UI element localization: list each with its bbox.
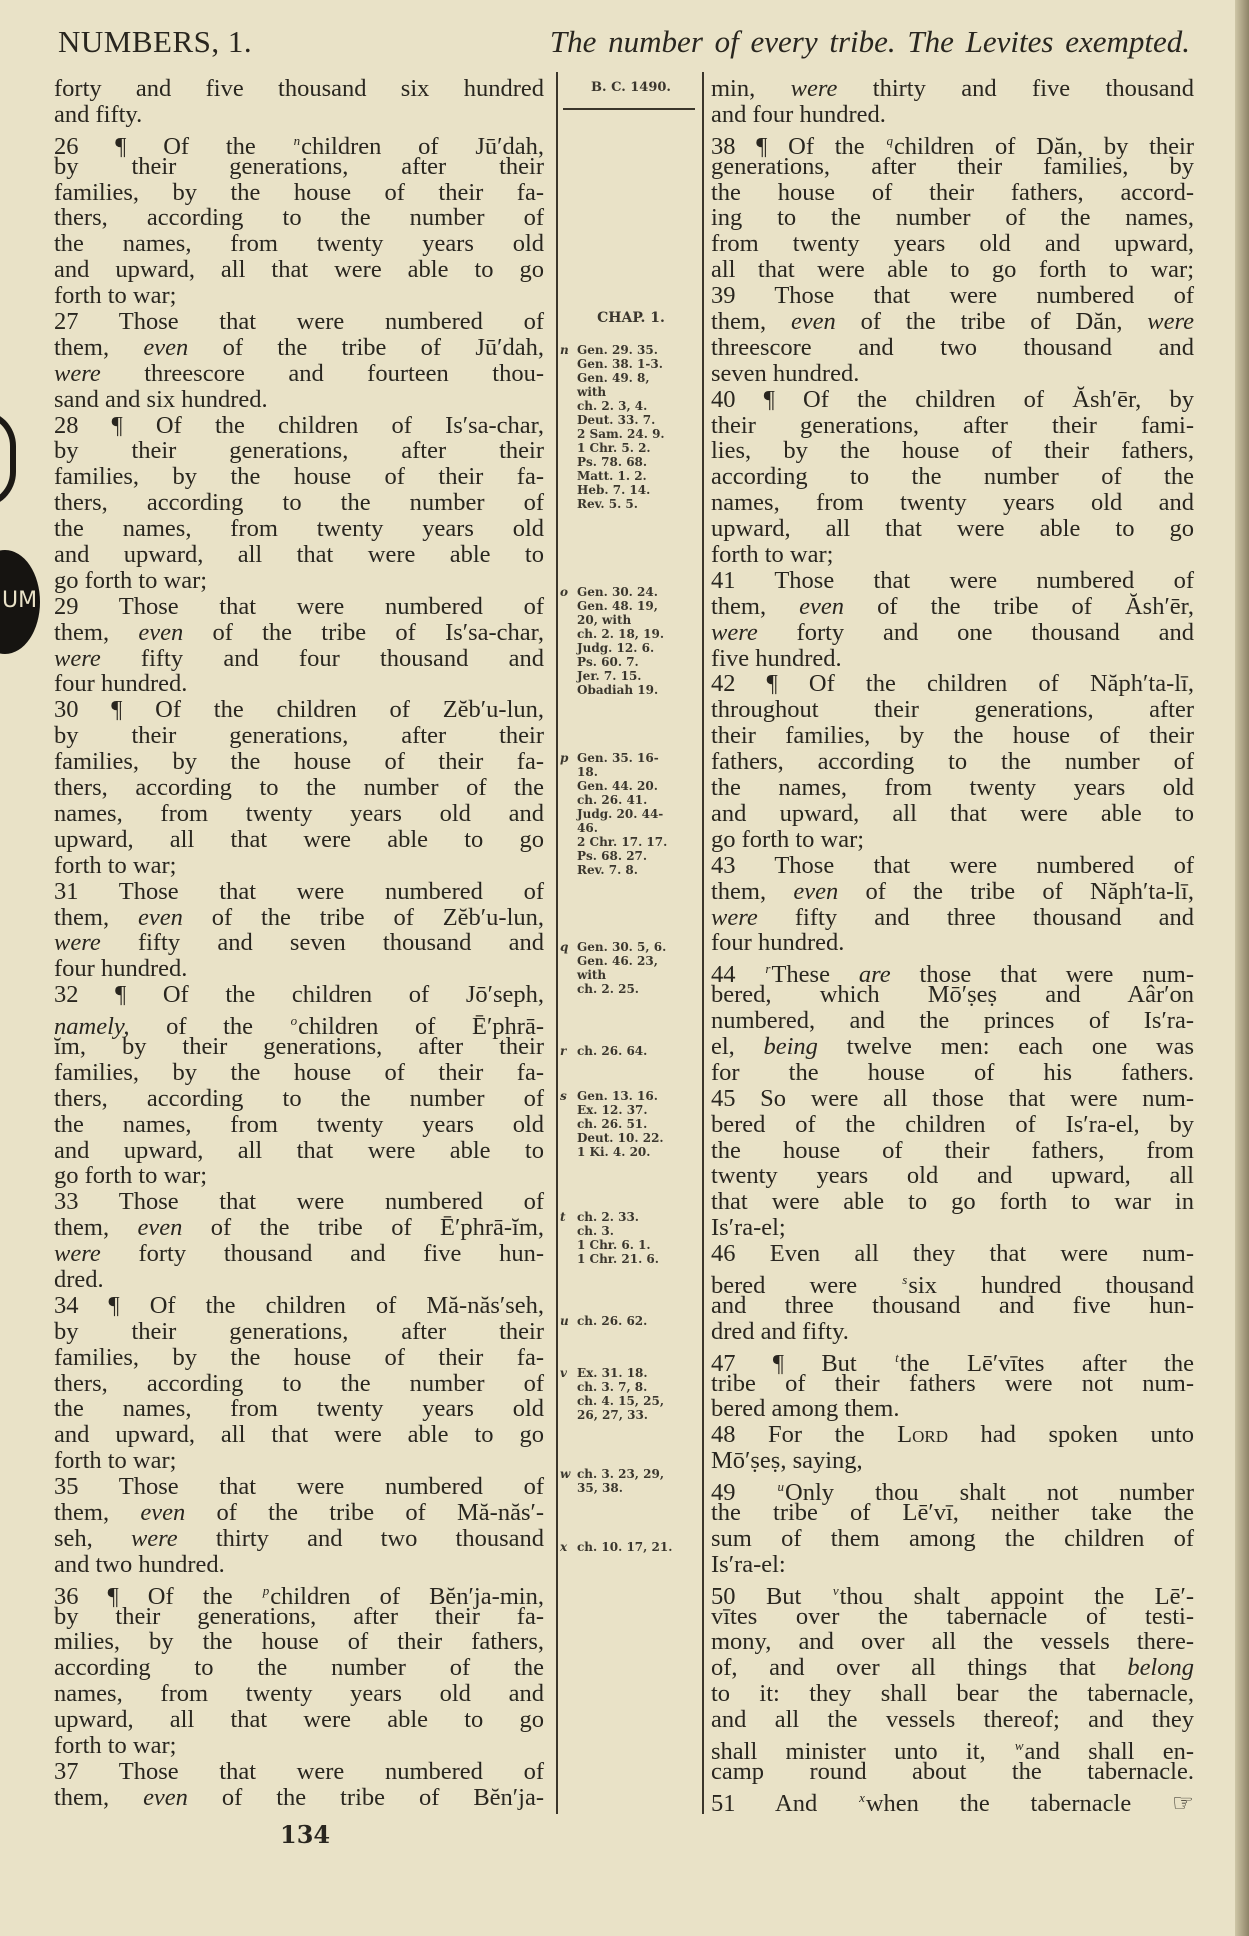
text-line: according to the number of the: [711, 463, 1194, 491]
reference-list: Gen. 13. 16. Ex. 12. 37. ch. 26. 51. Deut. 10. 22. 1 Ki. 4. 20.: [577, 1089, 664, 1159]
text-line: families, by the house of their fa-: [54, 1058, 544, 1086]
running-title: The number of every tribe. The Levites exempted.: [549, 24, 1190, 59]
thumb-index-tab: [0, 550, 40, 654]
text-line: 29 Those that were numbered of: [54, 592, 544, 620]
text-line: 36 ¶ Of the $^p$children of Bĕn′ja-min,: [54, 1582, 544, 1610]
text-line: 28 ¶ Of the children of Is′sa-char,: [54, 411, 544, 439]
text-line: 51 And $^x$when the tabernacle ☞: [711, 1789, 1195, 1817]
text-line: upward, all that were able to go: [54, 1706, 544, 1734]
reference-marker: x: [859, 1789, 865, 1805]
text-line: numbered, and the princes of Is′ra-: [711, 1007, 1194, 1035]
text-line: of, and over all things that belong: [711, 1654, 1194, 1682]
marginal-reference-group: [560, 1314, 700, 1328]
italic-text: belong: [1127, 1654, 1194, 1682]
column-divider-right: [702, 72, 704, 1814]
text-line: 39 Those that were numbered of: [711, 282, 1194, 310]
text-line: the names, from twenty years old: [54, 1110, 544, 1138]
text-line: four hundred.: [54, 955, 188, 983]
text-line: were fifty and seven thousand and: [54, 929, 544, 957]
marginal-reference-group: [560, 1089, 700, 1159]
text-line: seven hundred.: [711, 359, 860, 387]
reference-marker: r: [765, 961, 771, 977]
text-line: lies, by the house of their fathers,: [711, 437, 1194, 465]
text-line: forth to war;: [711, 541, 834, 569]
reference-list: ch. 2. 33. ch. 3. 1 Chr. 6. 1. 1 Chr. 21. 6.: [577, 1210, 659, 1266]
text-line: were threescore and fourteen thou-: [54, 359, 544, 387]
page-number: 134: [280, 1820, 331, 1849]
marginal-reference-group: [560, 343, 700, 511]
small-caps-text: Lord: [897, 1421, 948, 1449]
text-line: shall minister unto it, $^w$and shall en-: [711, 1738, 1194, 1765]
reference-list: Gen. 30. 24. Gen. 48. 19, 20, with ch. 2. 18, 19. Judg. 12. 6. Ps. 60. 7. Jer. 7. 15. Obadiah 19.: [577, 585, 665, 697]
text-line: twenty years old and upward, all: [711, 1162, 1194, 1190]
text-line: forth to war;: [54, 282, 177, 310]
italic-text: even: [143, 333, 189, 361]
reference-marker: v: [832, 1582, 839, 1598]
text-line: by their generations, after their: [54, 1317, 544, 1345]
text-line: sand and six hundred.: [54, 385, 268, 413]
marginal-reference-group: [560, 585, 700, 697]
text-line: names, from twenty years old and: [54, 799, 544, 827]
reference-list: Gen. 30. 5, 6. Gen. 46. 23, with ch. 2. 25.: [577, 940, 667, 996]
reference-letter: t: [560, 1210, 566, 1224]
date-label: B. C. 1490.: [591, 80, 671, 95]
reference-letter: s: [560, 1089, 567, 1103]
text-line: by their generations, after their: [54, 722, 544, 750]
text-line: the names, from twenty years old: [54, 1395, 544, 1423]
text-line: 34 ¶ Of the children of Mă-năs′seh,: [54, 1291, 544, 1319]
reference-marker: n: [293, 132, 301, 148]
text-line: upward, all that were able to go: [711, 515, 1194, 543]
text-line: from twenty years old and upward,: [711, 230, 1194, 258]
text-line: and three thousand and five hun-: [711, 1291, 1194, 1319]
text-line: the house of their fathers, accord-: [711, 178, 1194, 206]
text-line: bered among them.: [711, 1395, 900, 1423]
italic-text: were: [711, 618, 758, 646]
italic-text: even: [790, 308, 836, 336]
italic-text: even: [138, 618, 184, 646]
text-line: forth to war;: [54, 1732, 177, 1759]
text-line: forty and five thousand six hundred: [54, 75, 544, 102]
text-line: and four hundred.: [711, 100, 886, 128]
text-line: 44 $^r$These are those that were num-: [711, 961, 1194, 989]
text-line: tribe of their fathers were not num-: [711, 1369, 1194, 1397]
text-line: 38 ¶ Of the $^q$children of Dăn, by their: [711, 132, 1194, 160]
text-line: according to the number of the: [54, 1654, 544, 1682]
text-line: their generations, after their fami-: [711, 411, 1194, 439]
reference-letter: p: [560, 751, 569, 765]
italic-text: were: [54, 929, 101, 957]
chapter-label: CHAP. 1.: [597, 310, 665, 326]
reference-letter: q: [560, 940, 569, 954]
text-line: were forty and one thousand and: [711, 618, 1194, 646]
text-line: families, by the house of their fa-: [54, 463, 544, 491]
text-line: their families, by the house of their: [711, 722, 1194, 750]
reference-marker: p: [262, 1582, 270, 1598]
text-line: names, from twenty years old and: [711, 489, 1194, 517]
text-line: thers, according to the number of: [54, 204, 544, 232]
italic-text: being: [763, 1032, 818, 1060]
text-line: the tribe of Lē′vī, neither take the: [711, 1498, 1194, 1526]
text-line: seh, were thirty and two thousand: [54, 1524, 544, 1552]
text-line: go forth to war;: [54, 1162, 208, 1190]
thumb-tab-label: UM: [2, 588, 38, 613]
text-line: by their generations, after their: [54, 152, 544, 180]
reference-list: ch. 26. 64.: [577, 1044, 648, 1058]
text-line: 50 But $^v$thou shalt appoint the Lē′-: [711, 1582, 1195, 1610]
text-line: by their generations, after their: [54, 437, 544, 465]
italic-text: even: [137, 1214, 183, 1242]
text-line: bered of the children of Is′ra-el, by: [711, 1110, 1194, 1138]
text-line: ing to the number of the names,: [711, 204, 1194, 232]
text-line: generations, after their families, by: [711, 152, 1194, 180]
text-line: dred and fifty.: [711, 1317, 849, 1345]
reference-letter: u: [560, 1314, 569, 1328]
right-text-column: [711, 75, 1195, 1817]
text-line: min, were thirty and five thousand: [711, 75, 1194, 102]
reference-marker: q: [886, 132, 893, 148]
text-line: for the house of his fathers.: [711, 1058, 1194, 1086]
text-line: 42 ¶ Of the children of Năph′ta-lī,: [711, 670, 1194, 698]
text-line: throughout their generations, after: [711, 696, 1194, 724]
text-line: 49 $^u$Only thou shalt not number: [711, 1479, 1195, 1507]
text-line: 35 Those that were numbered of: [54, 1473, 544, 1501]
text-line: four hundred.: [54, 670, 188, 698]
text-line: them, even of the tribe of Mă-năs′-: [54, 1498, 544, 1526]
page-edge: [1235, 0, 1249, 1936]
text-line: 26 ¶ Of the $^n$children of Jū′dah,: [54, 132, 544, 160]
italic-text: even: [140, 1498, 186, 1526]
italic-text: namely,: [54, 1013, 130, 1041]
reference-letter: n: [560, 343, 569, 357]
reference-letter: r: [560, 1044, 567, 1058]
text-line: thers, according to the number of: [54, 1084, 544, 1112]
text-line: threescore and two thousand and: [711, 333, 1194, 361]
text-line: go forth to war;: [54, 566, 208, 594]
reference-marker: u: [777, 1479, 785, 1495]
italic-text: even: [799, 592, 845, 620]
text-line: the names, from twenty years old: [54, 515, 544, 543]
italic-text: were: [711, 903, 758, 931]
text-line: that were able to go forth to war in: [711, 1188, 1194, 1216]
text-line: families, by the house of their fa-: [54, 1343, 544, 1371]
italic-text: are: [858, 961, 891, 989]
text-line: by their generations, after their fa-: [54, 1602, 544, 1630]
text-line: them, even of the tribe of Ē′phrā-ĭm,: [54, 1214, 544, 1242]
text-line: 37 Those that were numbered of: [54, 1757, 544, 1785]
text-line: go forth to war;: [711, 825, 865, 853]
italic-text: were: [1147, 308, 1194, 336]
text-line: bered, which Mō′ṣeṣ and Aâr′on: [711, 981, 1194, 1009]
text-line: them, even of the tribe of Zĕb′u-lun,: [54, 903, 544, 931]
text-line: families, by the house of their fa-: [54, 748, 544, 776]
book-chapter-title: NUMBERS, 1.: [58, 24, 253, 59]
text-line: and two hundred.: [54, 1550, 225, 1578]
marginal-reference-group: [560, 1540, 700, 1554]
text-line: dred.: [54, 1265, 104, 1293]
text-line: the house of their fathers, from: [711, 1136, 1194, 1164]
text-line: four hundred.: [711, 929, 845, 957]
marginal-reference-group: [560, 1366, 700, 1422]
text-line: and upward, all that were able to: [54, 1136, 544, 1164]
text-line: were forty thousand and five hun-: [54, 1240, 544, 1268]
reference-letter: w: [560, 1467, 571, 1481]
text-line: them, even of the tribe of Năph′ta-lī,: [711, 877, 1194, 905]
text-line: and fifty.: [54, 100, 143, 128]
text-line: mony, and over all the vessels there-: [711, 1628, 1194, 1656]
text-line: were fifty and three thousand and: [711, 903, 1194, 931]
text-line: the names, from twenty years old: [711, 774, 1194, 802]
text-line: thers, according to the number of: [54, 1369, 544, 1397]
reference-list: ch. 3. 23, 29, 35, 38.: [577, 1467, 665, 1495]
text-line: and upward, all that were able to: [54, 541, 544, 569]
text-line: 47 ¶ But $^t$the Lē′vītes after the: [711, 1349, 1194, 1377]
text-line: 43 Those that were numbered of: [711, 851, 1194, 879]
text-line: 46 Even all they that were num-: [711, 1240, 1194, 1268]
reference-list: Gen. 35. 16- 18. Gen. 44. 20. ch. 26. 41. Judg. 20. 44- 46. 2 Chr. 17. 17. Ps. 68. 27. Rev. 7. 8.: [577, 751, 668, 877]
text-line: upward, all that were able to go: [54, 825, 544, 853]
text-line: camp round about the tabernacle.: [711, 1757, 1194, 1785]
text-line: 32 ¶ Of the children of Jō′seph,: [54, 981, 544, 1009]
text-line: and upward, all that were able to go: [54, 1421, 544, 1449]
text-line: 30 ¶ Of the children of Zĕb′u-lun,: [54, 696, 544, 724]
reference-marker: t: [895, 1349, 899, 1365]
reference-letter: v: [560, 1366, 567, 1380]
text-line: 48 For the Lord had spoken unto: [711, 1421, 1195, 1449]
text-line: names, from twenty years old and: [54, 1680, 544, 1708]
reference-marker: w: [1014, 1738, 1024, 1753]
text-line: 40 ¶ Of the children of Ăsh′ēr, by: [711, 385, 1194, 413]
italic-text: were: [54, 1240, 101, 1268]
text-line: them, even of the tribe of Ăsh′ēr,: [711, 592, 1194, 620]
text-line: bered were $^s$six hundred thousand: [711, 1271, 1194, 1299]
italic-text: even: [793, 877, 839, 905]
text-line: 45 So were all those that were num-: [711, 1084, 1194, 1112]
text-line: families, by the house of their fa-: [54, 178, 544, 206]
text-line: vītes over the tabernacle of testi-: [711, 1602, 1194, 1630]
text-line: to it: they shall bear the tabernacle,: [711, 1680, 1194, 1708]
text-line: forth to war;: [54, 851, 177, 879]
marginal-reference-group: [560, 1210, 700, 1266]
reference-letter: x: [560, 1540, 568, 1554]
running-header: [58, 22, 1190, 66]
text-line: Mō′ṣeṣ, saying,: [711, 1447, 863, 1475]
text-line: and all the vessels thereof; and they: [711, 1706, 1194, 1734]
text-line: them, even of the tribe of Bĕn′ja-: [54, 1783, 544, 1811]
italic-text: were: [130, 1524, 178, 1552]
text-line: were fifty and four thousand and: [54, 644, 544, 672]
text-line: forth to war;: [54, 1447, 177, 1475]
reference-list: ch. 10. 17, 21.: [577, 1540, 673, 1554]
text-line: and upward, all that were able to: [711, 799, 1194, 827]
marginal-reference-group: [560, 1467, 700, 1495]
text-line: 27 Those that were numbered of: [54, 308, 544, 336]
text-line: five hundred.: [711, 644, 842, 672]
text-line: 33 Those that were numbered of: [54, 1188, 544, 1216]
text-line: all that were able to go forth to war;: [711, 256, 1194, 284]
text-line: them, even of the tribe of Is′sa-char,: [54, 618, 544, 646]
italic-text: were: [790, 75, 838, 102]
reference-list: Ex. 31. 18. ch. 3. 7, 8. ch. 4. 15, 25, 26, 27, 33.: [577, 1366, 665, 1422]
text-line: and upward, all that were able to go: [54, 256, 544, 284]
reference-letter: o: [560, 585, 569, 599]
text-line: them, even of the tribe of Jū′dah,: [54, 333, 544, 361]
text-line: Is′ra-el:: [711, 1550, 786, 1578]
column-divider-left: [556, 72, 558, 1814]
marginal-reference-group: [560, 751, 700, 877]
reference-list: Gen. 29. 35. Gen. 38. 1-3. Gen. 49. 8, with ch. 2. 3, 4. Deut. 33. 7. 2 Sam. 24. 9. 1 Chr. 5. 2. Ps. 78. 68. Matt. 1. 2. Heb. 7. 14. Rev. 5. 5.: [577, 343, 665, 511]
marginal-reference-group: [560, 1044, 700, 1058]
text-line: them, even of the tribe of Dăn, were: [711, 308, 1194, 336]
text-line: sum of them among the children of: [711, 1524, 1194, 1552]
text-line: the names, from twenty years old: [54, 230, 544, 258]
text-line: el, being twelve men: each one was: [711, 1032, 1194, 1060]
reference-list: ch. 26. 62.: [577, 1314, 648, 1328]
italic-text: even: [137, 903, 183, 931]
text-line: fathers, according to the number of: [711, 748, 1194, 776]
text-line: 41 Those that were numbered of: [711, 566, 1194, 594]
text-line: Is′ra-el;: [711, 1214, 786, 1242]
left-text-column: [54, 76, 544, 1811]
marginal-reference-group: [560, 940, 700, 996]
text-line: ĭm, by their generations, after their: [54, 1032, 544, 1060]
text-line: namely, of the $^o$children of Ē′phrā-: [54, 1013, 544, 1041]
italic-text: even: [143, 1783, 188, 1811]
reference-marker: o: [290, 1013, 298, 1029]
italic-text: were: [54, 359, 101, 387]
text-line: thers, according to the number of: [54, 489, 544, 517]
text-line: 31 Those that were numbered of: [54, 877, 544, 905]
text-line: thers, according to the number of the: [54, 774, 544, 802]
italic-text: were: [54, 644, 101, 672]
margin-bracket-mark: [0, 410, 16, 508]
date-rule: [563, 108, 695, 110]
reference-marker: s: [902, 1271, 908, 1287]
text-line: milies, by the house of their fathers,: [54, 1628, 544, 1656]
